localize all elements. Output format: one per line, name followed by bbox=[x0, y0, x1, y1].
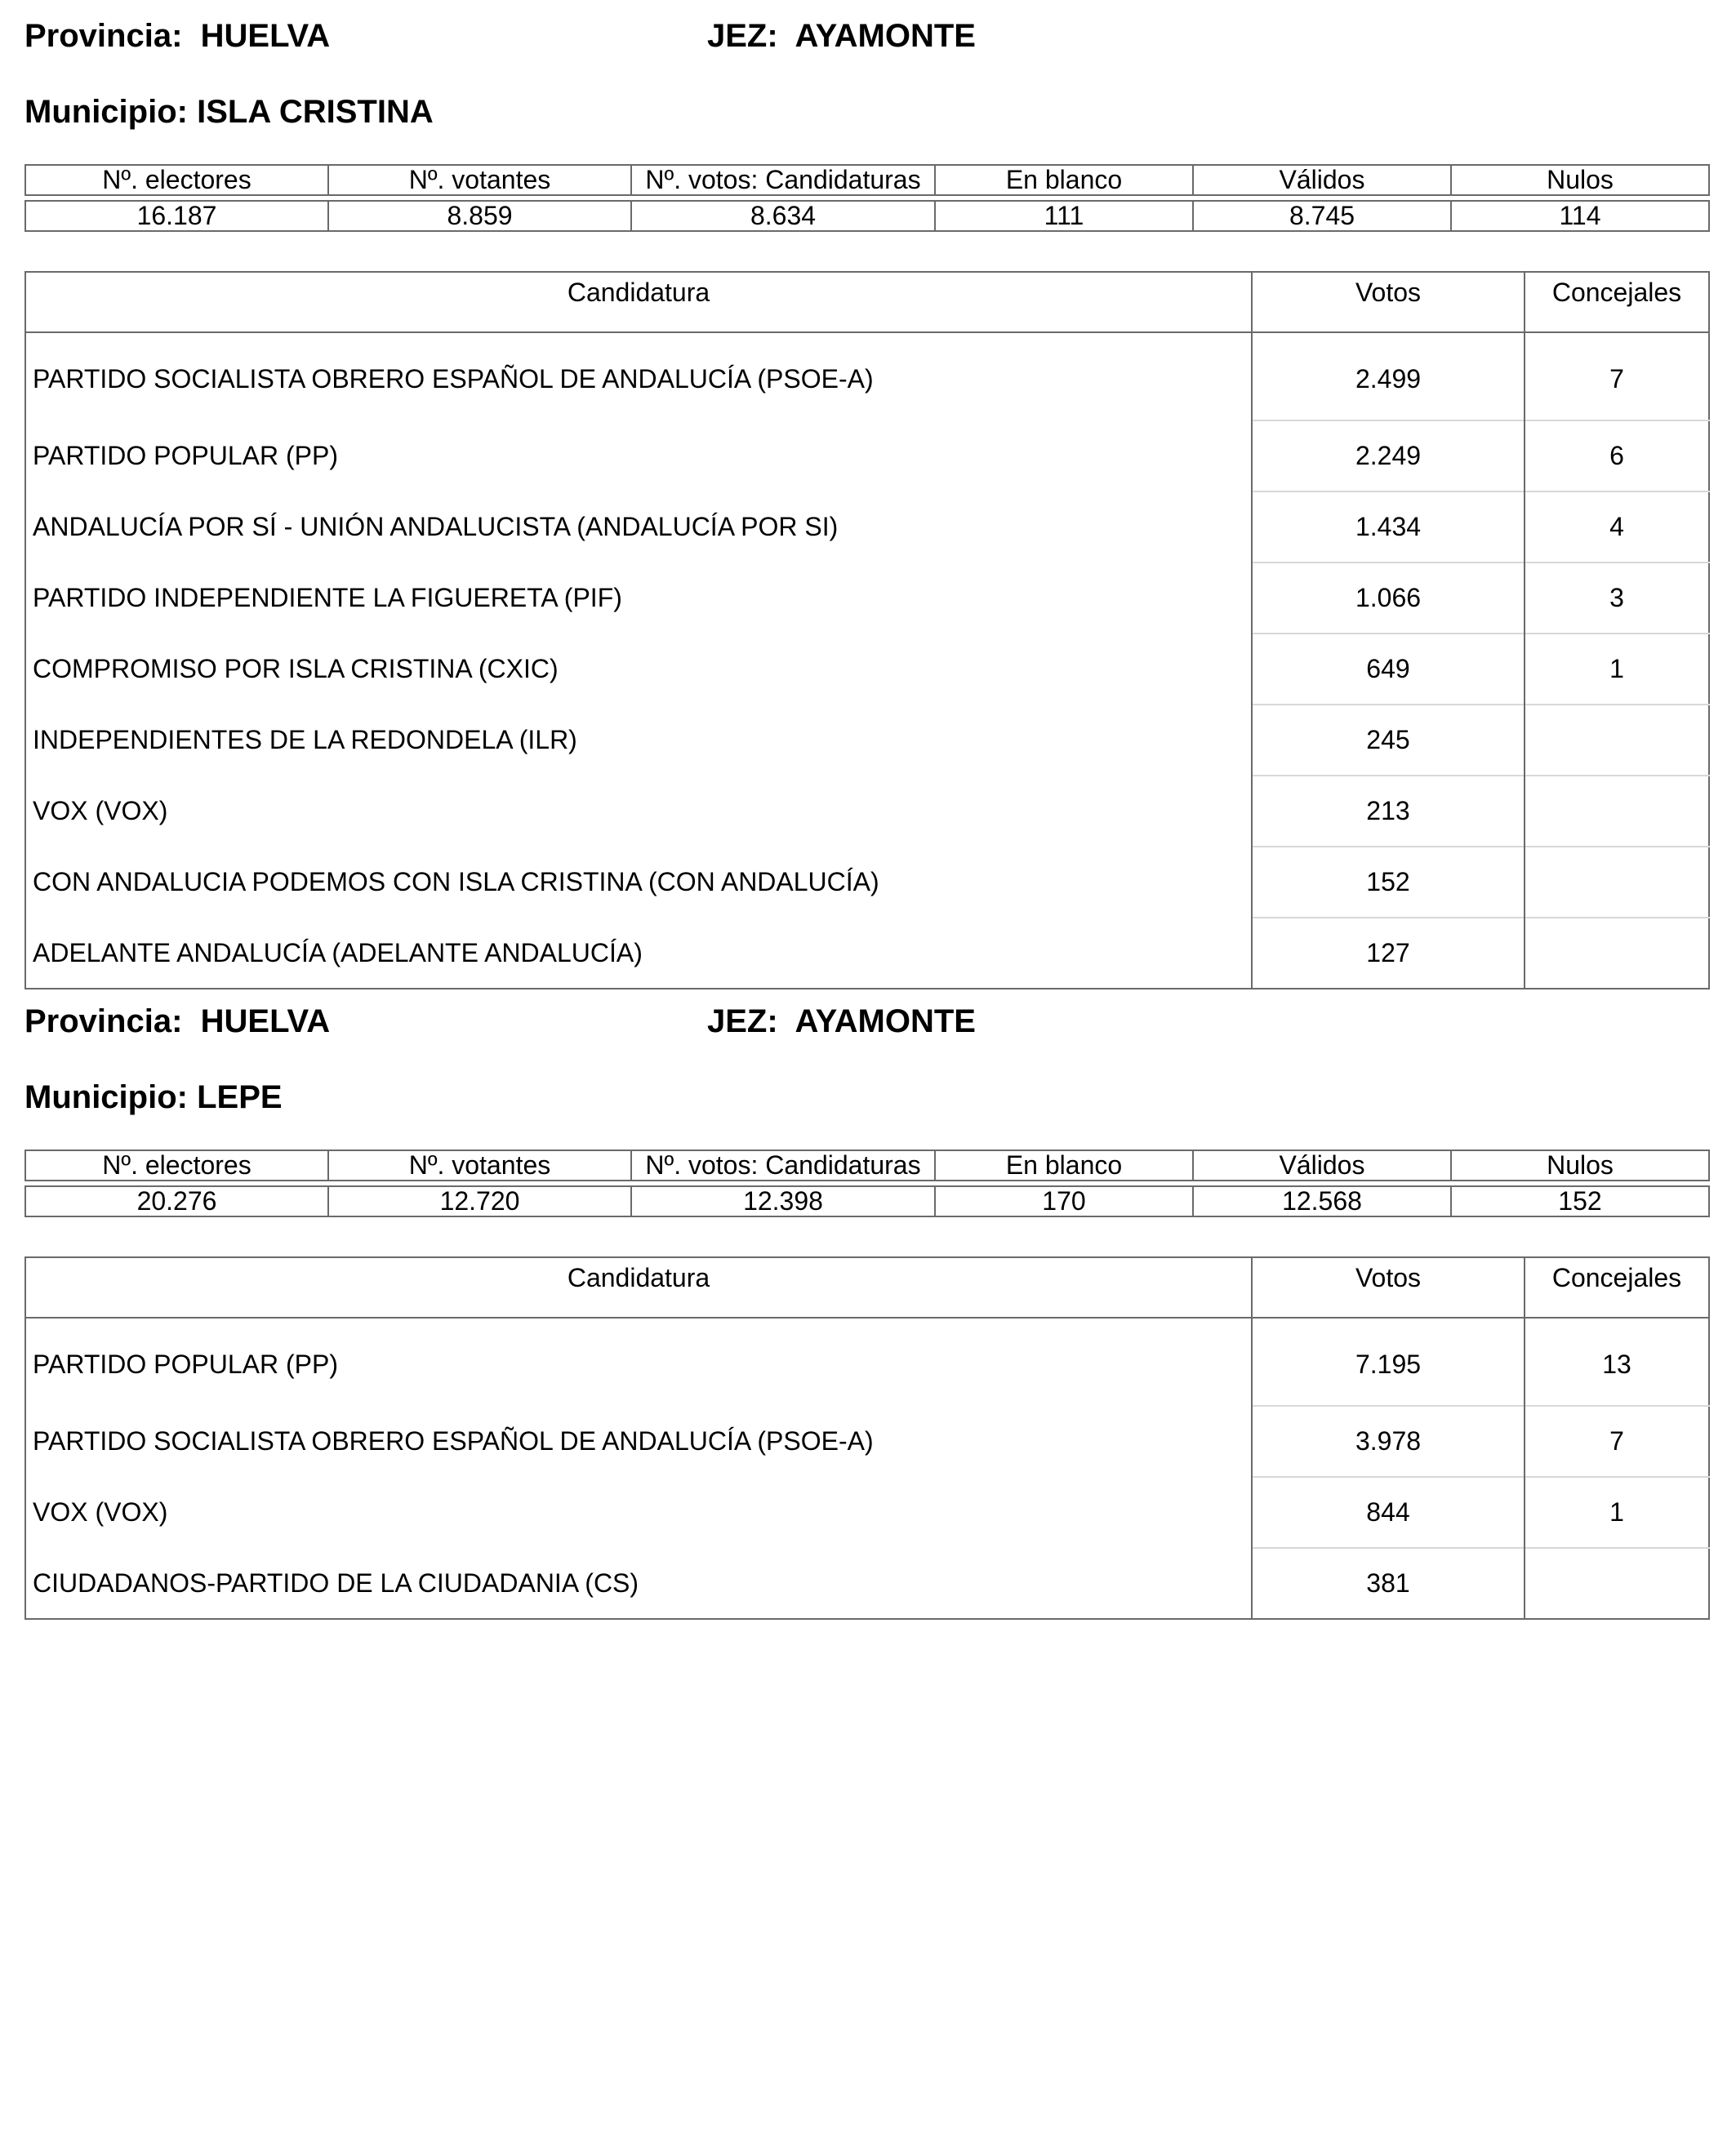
votos-cell: 381 bbox=[1252, 1548, 1525, 1619]
candidatura-cell: CIUDADANOS-PARTIDO DE LA CIUDADANIA (CS) bbox=[33, 1568, 639, 1598]
candidatura-cell: INDEPENDIENTES DE LA REDONDELA (ILR) bbox=[33, 725, 577, 754]
results-header-concejales: Concejales bbox=[1525, 1257, 1709, 1318]
table-row bbox=[25, 563, 1709, 634]
summary-header-nulos: Nulos bbox=[1451, 1150, 1709, 1181]
table-row bbox=[25, 634, 1709, 705]
table-row bbox=[25, 420, 1709, 491]
summary-header-en-blanco: En blanco bbox=[935, 165, 1193, 195]
concejales-cell: 3 bbox=[1525, 563, 1709, 634]
table-row bbox=[25, 491, 1709, 563]
votos-cell: 2.249 bbox=[1252, 420, 1525, 491]
results-header-row bbox=[25, 1257, 1709, 1318]
results-header-votos: Votos bbox=[1252, 1257, 1525, 1318]
jez-heading bbox=[707, 16, 976, 56]
votos-cell: 844 bbox=[1252, 1477, 1525, 1548]
table-row bbox=[25, 1477, 1709, 1548]
candidatura-cell: PARTIDO POPULAR (PP) bbox=[33, 441, 338, 470]
concejales-cell bbox=[1525, 776, 1709, 847]
summary-value-votos-candidaturas: 8.634 bbox=[631, 201, 935, 231]
votos-cell: 7.195 bbox=[1252, 1318, 1525, 1406]
summary-header-votantes: Nº. votantes bbox=[328, 1150, 631, 1181]
table-row bbox=[25, 1548, 1709, 1619]
municipio-heading bbox=[24, 1078, 283, 1117]
concejales-cell bbox=[1525, 705, 1709, 776]
candidatura-cell: PARTIDO SOCIALISTA OBRERO ESPAÑOL DE ANDALUCÍA (PSOE-A) bbox=[33, 1426, 874, 1456]
votos-cell: 245 bbox=[1252, 705, 1525, 776]
jez-value: AYAMONTE bbox=[795, 18, 976, 54]
results-header-concejales: Concejales bbox=[1525, 272, 1709, 332]
votos-cell: 213 bbox=[1252, 776, 1525, 847]
summary-header-validos: Válidos bbox=[1193, 165, 1451, 195]
summary-value-nulos: 114 bbox=[1451, 201, 1709, 231]
results-header-votos: Votos bbox=[1252, 272, 1525, 332]
candidatura-cell: PARTIDO SOCIALISTA OBRERO ESPAÑOL DE ANDALUCÍA (PSOE-A) bbox=[33, 364, 874, 394]
summary-header-electores: Nº. electores bbox=[25, 165, 328, 195]
votos-cell: 1.066 bbox=[1252, 563, 1525, 634]
jez-heading bbox=[707, 1002, 976, 1041]
results-table bbox=[24, 1256, 1710, 1620]
provincia-label: Provincia: bbox=[24, 1003, 183, 1039]
votos-cell: 127 bbox=[1252, 918, 1525, 989]
provincia-value: HUELVA bbox=[200, 18, 331, 54]
summary-header-electores: Nº. electores bbox=[25, 1150, 328, 1181]
concejales-cell: 6 bbox=[1525, 420, 1709, 491]
summary-header-validos: Válidos bbox=[1193, 1150, 1451, 1181]
concejales-cell bbox=[1525, 918, 1709, 989]
table-row bbox=[25, 776, 1709, 847]
results-table bbox=[24, 271, 1710, 989]
provincia-heading bbox=[24, 16, 330, 56]
table-row bbox=[25, 847, 1709, 918]
municipio-value: LEPE bbox=[197, 1079, 283, 1115]
summary-value-nulos: 152 bbox=[1451, 1186, 1709, 1216]
votos-cell: 649 bbox=[1252, 634, 1525, 705]
results-header-candidatura: Candidatura bbox=[25, 1257, 1252, 1318]
jez-value: AYAMONTE bbox=[795, 1003, 976, 1039]
candidatura-cell: PARTIDO INDEPENDIENTE LA FIGUERETA (PIF) bbox=[33, 583, 622, 612]
table-row bbox=[25, 918, 1709, 989]
table-row bbox=[25, 1406, 1709, 1477]
municipio-heading bbox=[24, 92, 434, 131]
table-row bbox=[25, 332, 1709, 420]
summary-header-en-blanco: En blanco bbox=[935, 1150, 1193, 1181]
summary-table bbox=[24, 164, 1710, 232]
concejales-cell: 7 bbox=[1525, 1406, 1709, 1477]
summary-value-electores: 16.187 bbox=[25, 201, 328, 231]
candidatura-cell: CON ANDALUCIA PODEMOS CON ISLA CRISTINA (CON ANDALUCÍA) bbox=[33, 867, 879, 896]
concejales-cell: 1 bbox=[1525, 634, 1709, 705]
summary-value-en-blanco: 111 bbox=[935, 201, 1193, 231]
concejales-cell: 7 bbox=[1525, 332, 1709, 420]
summary-header-votos-candidaturas: Nº. votos: Candidaturas bbox=[631, 1150, 935, 1181]
summary-value-votantes: 8.859 bbox=[328, 201, 631, 231]
jez-label: JEZ: bbox=[707, 1003, 778, 1039]
votos-cell: 3.978 bbox=[1252, 1406, 1525, 1477]
summary-header-votantes: Nº. votantes bbox=[328, 165, 631, 195]
summary-value-validos: 8.745 bbox=[1193, 201, 1451, 231]
concejales-cell: 13 bbox=[1525, 1318, 1709, 1406]
summary-value-votantes: 12.720 bbox=[328, 1186, 631, 1216]
summary-value-en-blanco: 170 bbox=[935, 1186, 1193, 1216]
summary-header-row bbox=[25, 1150, 1709, 1181]
concejales-cell: 1 bbox=[1525, 1477, 1709, 1548]
summary-value-electores: 20.276 bbox=[25, 1186, 328, 1216]
concejales-cell bbox=[1525, 1548, 1709, 1619]
summary-value-row bbox=[25, 1186, 1709, 1216]
votos-cell: 1.434 bbox=[1252, 491, 1525, 563]
candidatura-cell: COMPROMISO POR ISLA CRISTINA (CXIC) bbox=[33, 654, 559, 683]
candidatura-cell: PARTIDO POPULAR (PP) bbox=[33, 1350, 338, 1379]
provincia-value: HUELVA bbox=[200, 1003, 331, 1039]
summary-value-row bbox=[25, 201, 1709, 231]
results-header-candidatura: Candidatura bbox=[25, 272, 1252, 332]
candidatura-cell: VOX (VOX) bbox=[33, 1497, 168, 1527]
table-row bbox=[25, 705, 1709, 776]
table-row bbox=[25, 1318, 1709, 1406]
municipio-label: Municipio: bbox=[24, 94, 188, 130]
jez-label: JEZ: bbox=[707, 18, 778, 54]
candidatura-cell: ANDALUCÍA POR SÍ - UNIÓN ANDALUCISTA (ANDALUCÍA POR SI) bbox=[33, 512, 839, 541]
municipio-value: ISLA CRISTINA bbox=[197, 94, 434, 130]
summary-value-votos-candidaturas: 12.398 bbox=[631, 1186, 935, 1216]
candidatura-cell: VOX (VOX) bbox=[33, 796, 168, 825]
concejales-cell: 4 bbox=[1525, 491, 1709, 563]
municipio-label: Municipio: bbox=[24, 1079, 188, 1115]
results-header-row bbox=[25, 272, 1709, 332]
summary-header-votos-candidaturas: Nº. votos: Candidaturas bbox=[631, 165, 935, 195]
provincia-label: Provincia: bbox=[24, 18, 183, 54]
votos-cell: 152 bbox=[1252, 847, 1525, 918]
summary-value-validos: 12.568 bbox=[1193, 1186, 1451, 1216]
candidatura-cell: ADELANTE ANDALUCÍA (ADELANTE ANDALUCÍA) bbox=[33, 937, 643, 967]
concejales-cell bbox=[1525, 847, 1709, 918]
summary-table bbox=[24, 1150, 1710, 1217]
provincia-heading bbox=[24, 1002, 330, 1041]
summary-header-nulos: Nulos bbox=[1451, 165, 1709, 195]
votos-cell: 2.499 bbox=[1252, 332, 1525, 420]
summary-header-row bbox=[25, 165, 1709, 195]
